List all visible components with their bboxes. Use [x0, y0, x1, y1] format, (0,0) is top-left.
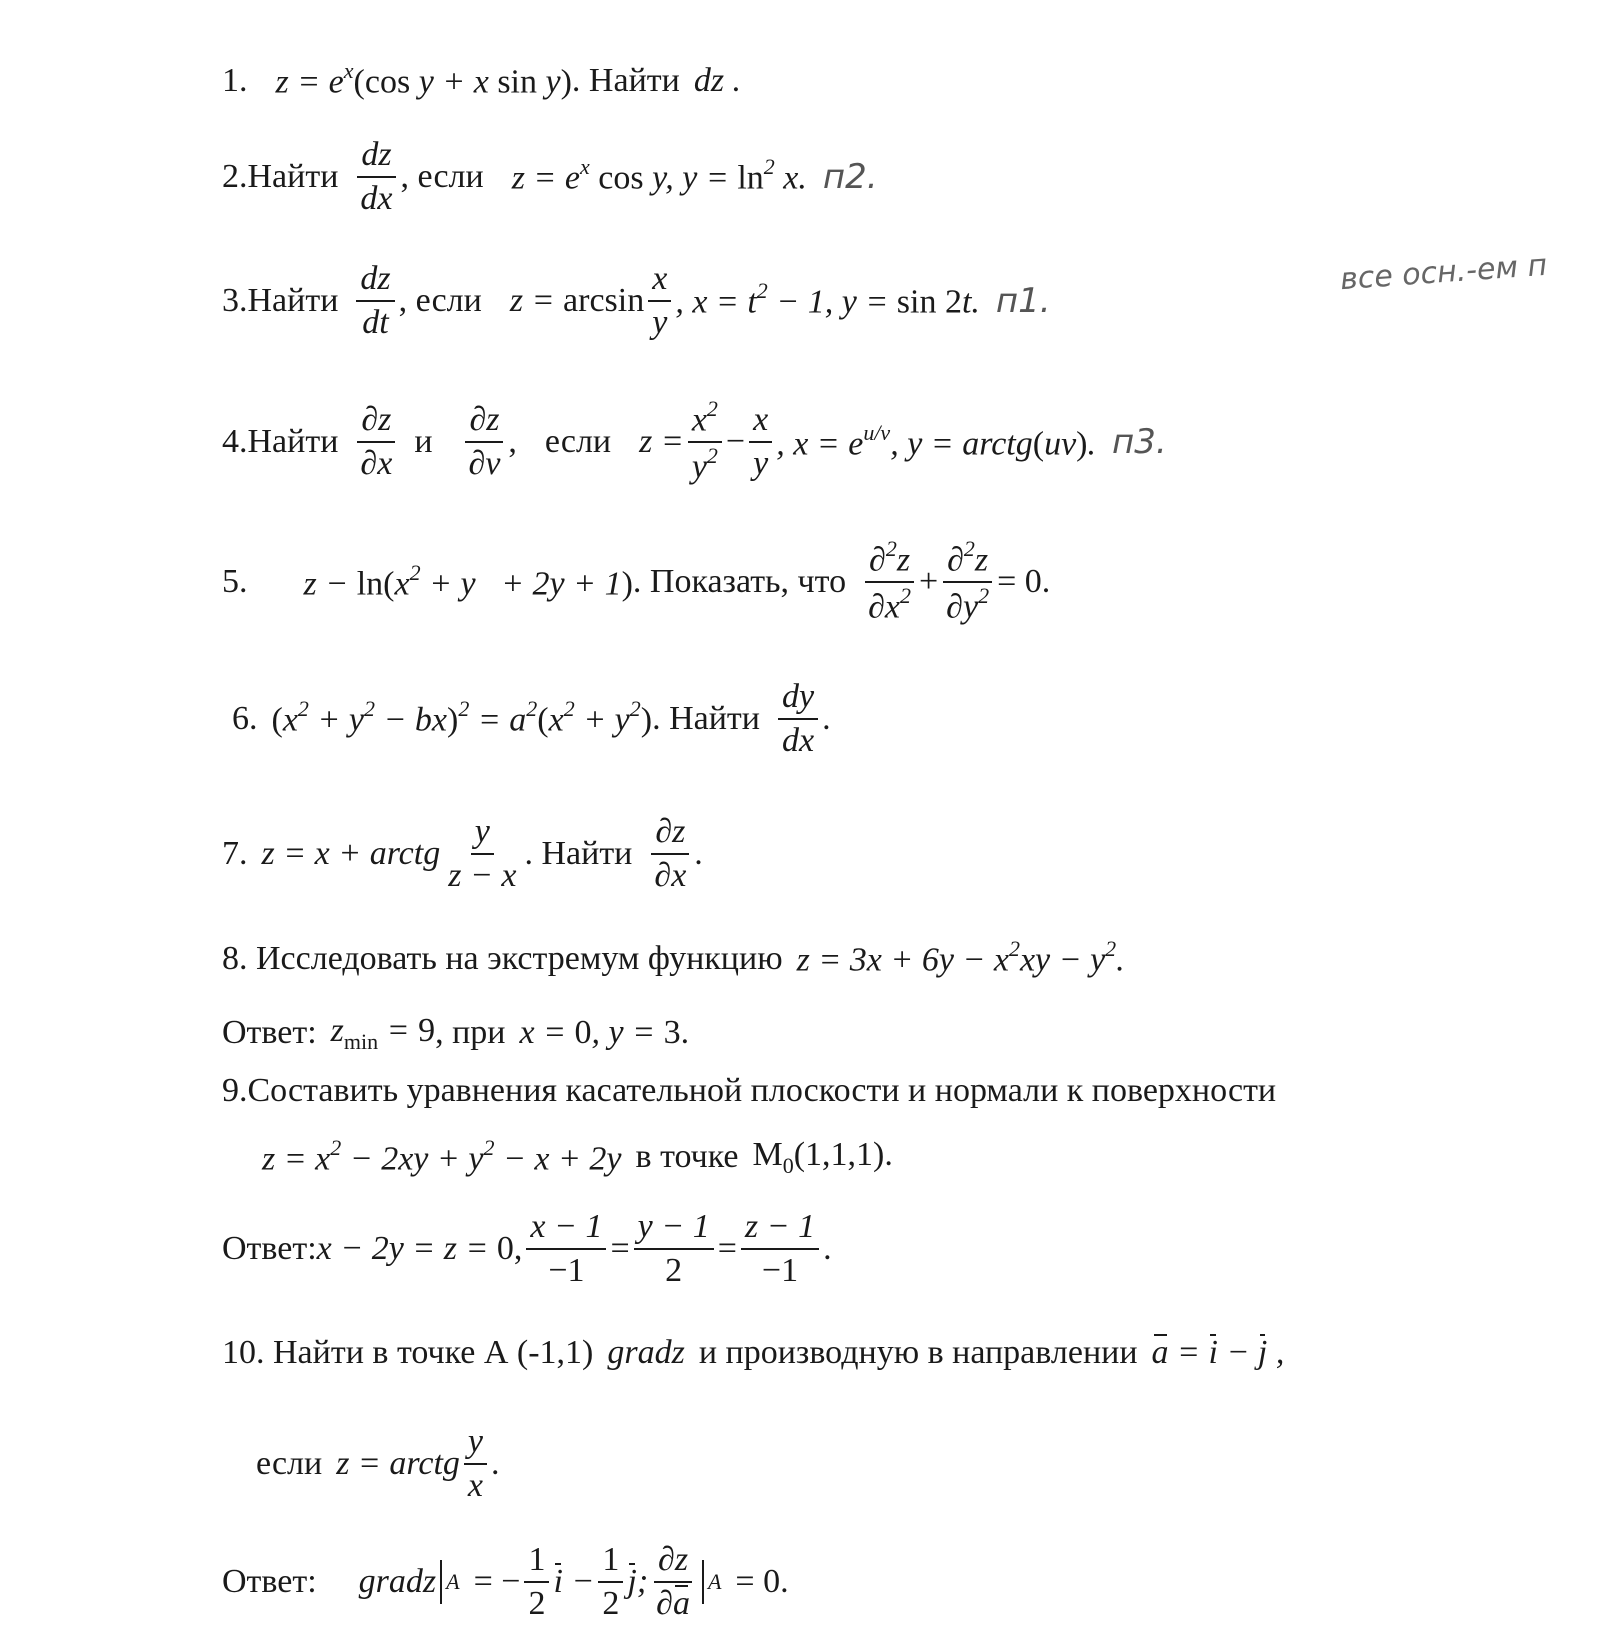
handwritten-mark-2: п2. [822, 157, 878, 197]
answer-10-label: Ответ: [222, 1563, 317, 1600]
problem-1 [222, 58, 742, 101]
frac-dy-dx: $\frac{dy}{dx}$ [778, 680, 818, 758]
problem-9-at: в точке [635, 1138, 739, 1176]
problem-4: 4.Найти $\frac{\partial z}{\partial x}$ и $\frac{\partial z}{\partial v}$ , если z = $\frac{x^2}{y^2}$ − $\frac{x}{y}$ , $x = e^{u/v}$, y = arctg(uv). п3. [222, 396, 1167, 486]
problem-10-text-b: и производную в направлении [698, 1334, 1138, 1371]
problem-6-number: 6. [232, 700, 258, 737]
formula-5-eq: = 0. [997, 563, 1051, 601]
answer-10: Ответ: gradz A = − $\frac{1}{2}$ i − $\frac{1}{2}$ j; $\frac{\partial z}{\partial a}$ A = 0. [222, 1541, 789, 1622]
answer-8 [222, 1014, 689, 1053]
problem-2-lead: 2.Найти [222, 158, 339, 195]
problem-10-if: если [256, 1445, 323, 1482]
problem-9-surface [262, 1134, 893, 1178]
formula-4-z: z = [639, 423, 684, 461]
answer-8-label: Ответ: [222, 1014, 317, 1052]
answer-8-zmin: $z_{min} = 9$ [330, 1012, 436, 1054]
frac-half-2: $\frac{1}{2}$ [598, 1543, 623, 1621]
frac-x-y: $\frac{x}{y}$ [648, 262, 671, 340]
problem-4-lead: 4.Найти [222, 423, 339, 461]
frac-half-1: $\frac{1}{2}$ [524, 1543, 549, 1621]
formula-3-rest: , $x = t^2 - 1$, y = sin 2t. [675, 278, 980, 321]
frac-d2z-dx2: $\frac{\partial^2z}{\partial x^2}$ [864, 540, 915, 625]
answer-8-at: , при [435, 1014, 506, 1052]
formula-4-rest: , $x = e^{u/v}$, y = arctg(uv). [776, 419, 1096, 462]
frac-pz-pa: $\frac{\partial z}{\partial a}$ [652, 1543, 694, 1621]
problem-3-lead: 3.Найти [222, 282, 339, 319]
frac-dz-dt: $\frac{dz}{dt}$ [356, 262, 394, 340]
problem-3 [222, 262, 1051, 340]
formula-10-vector: a = i − j , [1151, 1334, 1285, 1371]
formula-5: $z - \ln(x^2 + y + 2y + 1)$ [303, 559, 633, 602]
problem-4-and: и [414, 423, 433, 461]
answer-10-eq: = 0. [735, 1563, 789, 1600]
handwritten-margin-note: все осн.-ем п [1339, 247, 1549, 298]
handwritten-mark-4: п3. [1112, 422, 1167, 463]
answer-9-label: Ответ: [222, 1230, 317, 1267]
problem-10-text-a: 10. Найти в точке А (-1,1) [222, 1334, 594, 1371]
frac-pz-px: $\frac{\partial z}{\partial x}$ [356, 403, 396, 481]
formula-2: $z = e^x$ cos y, $y = \ln^2 x$. [511, 154, 807, 197]
problem-9-point: $M_0(1,1,1)$. [752, 1136, 893, 1178]
frac-d2z-dy2: $\frac{\partial^2z}{\partial y^2}$ [942, 540, 993, 625]
answer-10-grad: gradz [358, 1563, 437, 1600]
problem-5-show: . Показать, что [632, 563, 847, 601]
problem-3-if: , если [398, 282, 482, 319]
problem-7-task: . Найти [524, 835, 633, 872]
frac-x2-y2: $\frac{x^2}{y^2}$ [688, 400, 722, 485]
answer-9: Ответ: x − 2y = z = 0, $\frac{x - 1}{-1}$ = $\frac{y - 1}{2}$ = $\frac{z - 1}{-1}$ . [222, 1208, 832, 1289]
problem-7: 7. z = x + arctg $\frac{y}{z - x}$ . Найти $\frac{\partial z}{\partial x}$ . [222, 813, 703, 894]
formula-8: $z = 3x + 6y - x^2xy - y^2$. [796, 936, 1125, 979]
frac-pz-px-7: $\frac{\partial z}{\partial x}$ [650, 815, 690, 893]
problem-10 [222, 1336, 1284, 1370]
frac-x-y-4: $\frac{x}{y}$ [749, 403, 772, 481]
frac-y1: $\frac{y - 1}{2}$ [634, 1210, 714, 1288]
formula-3: z = arcsin [509, 282, 645, 319]
problem-5: 5. $z - \ln(x^2 + y + 2y + 1)$ . Показать, что $\frac{\partial^2z}{\partial x^2}$ + $\frac{\partial^2z}{\partial y^2}$ = 0. [222, 536, 1051, 626]
answer-9-plane: x − 2y = z = 0, [316, 1230, 523, 1267]
answer-8-point: x = 0, y = 3. [519, 1014, 690, 1052]
problem-4-if: если [544, 423, 612, 461]
problem-5-number: 5. [222, 563, 248, 601]
formula-1: $z = e^x(\cos$ y + x sin y) [275, 58, 572, 101]
problem-1-task: . Найти [571, 61, 680, 99]
formula-6: $(x^2 + y^2 - bx)^2 = a^2(x^2 + y^2)$ [271, 696, 653, 739]
problem-9 [222, 1074, 1276, 1108]
formula-10-gradz: gradz [607, 1334, 685, 1371]
formula-9: $z = x^2 - 2xy + y^2 - x + 2y$ [262, 1134, 622, 1178]
problem-6-task: . Найти [652, 700, 760, 737]
formula-7: z = x + arctg [261, 835, 441, 872]
problem-9-text: 9.Составить уравнения касательной плоскости и нормали к поверхности [222, 1072, 1277, 1109]
problem-2-if: , если [400, 158, 484, 195]
problem-10-function: если z = arctg $\frac{y}{x}$ . [256, 1423, 500, 1504]
problem-2 [222, 138, 878, 216]
problem-6: 6. $(x^2 + y^2 - bx)^2 = a^2(x^2 + y^2)$ . Найти $\frac{dy}{dx}$ . [232, 678, 831, 759]
problem-8-text: 8. Исследовать на экстремум функцию [222, 939, 783, 977]
frac-pz-pv: $\frac{\partial z}{\partial v}$ [465, 403, 505, 481]
frac-dz-dx: $\frac{dz}{dx}$ [356, 138, 396, 216]
frac-y-zx: $\frac{y}{z - x}$ [448, 813, 517, 894]
formula-10-z: z = arctg [336, 1445, 460, 1482]
handwritten-mark-3: п1. [995, 281, 1051, 321]
formula-1-dz: dz . [693, 61, 742, 99]
problem-8 [222, 936, 1125, 979]
problem-7-number: 7. [222, 835, 248, 872]
problem-1-number: 1. [222, 61, 248, 99]
frac-z1: $\frac{z - 1}{-1}$ [741, 1210, 819, 1288]
frac-y-x: $\frac{y}{x}$ [464, 1425, 487, 1503]
frac-x1: $\frac{x - 1}{-1}$ [526, 1210, 606, 1288]
